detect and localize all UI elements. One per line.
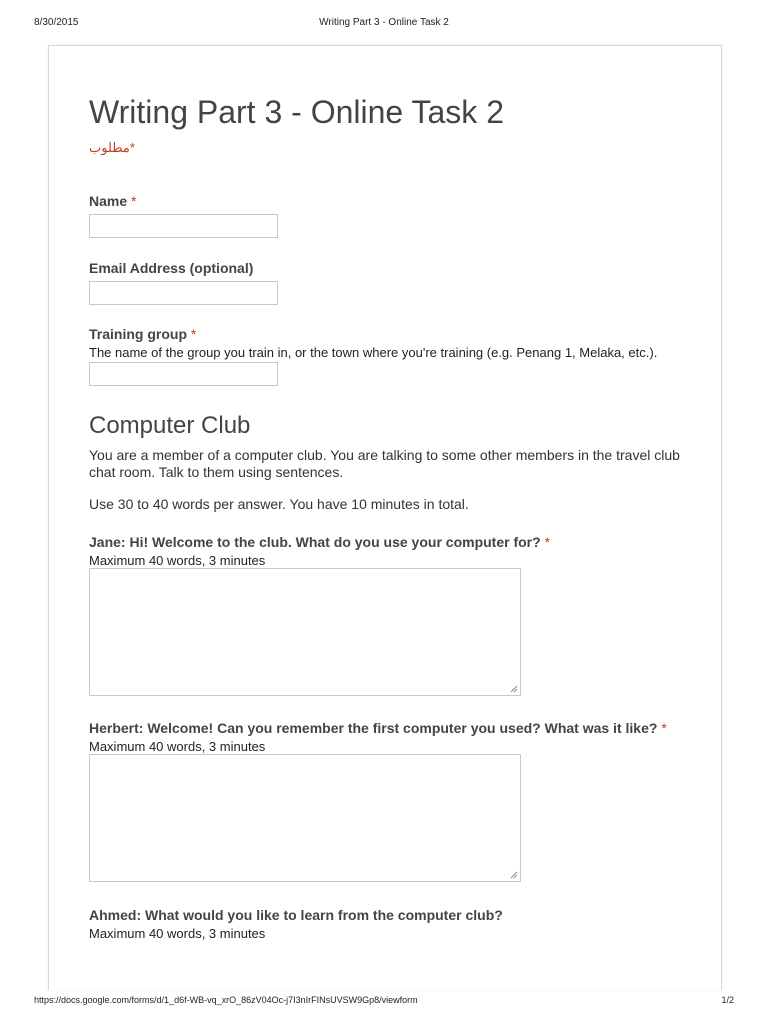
required-note: *مطلوب: [89, 140, 135, 155]
print-page-number: 1/2: [721, 995, 734, 1005]
print-date: 8/30/2015: [34, 17, 79, 28]
form-card: [48, 45, 722, 990]
resize-grip-icon[interactable]: [510, 871, 518, 879]
jane-answer-textarea[interactable]: [89, 568, 521, 696]
section-description: You are a member of a computer club. You are talking to some other members in the travel club chat room. Talk to them using sentences.: [89, 447, 680, 480]
email-input[interactable]: [89, 281, 278, 305]
name-required-star: *: [131, 193, 137, 209]
jane-question-label: [89, 534, 550, 550]
email-label-text: Email Address (optional): [89, 260, 254, 276]
ahmed-question-help: Maximum 40 words, 3 minutes: [89, 926, 266, 941]
name-input[interactable]: [89, 214, 278, 238]
print-footer: [0, 995, 768, 1009]
herbert-required-star: *: [661, 720, 667, 736]
training-group-label: [89, 326, 196, 342]
jane-required-star: *: [544, 534, 551, 550]
section-instructions: Use 30 to 40 words per answer. You have 10 minutes in total.: [89, 496, 469, 512]
email-label: [89, 260, 253, 276]
resize-grip-icon[interactable]: [510, 685, 518, 693]
ahmed-question-text: Ahmed: What would you like to learn from the computer club?: [89, 907, 503, 923]
jane-question-help: Maximum 40 words, 3 minutes: [89, 553, 266, 568]
jane-question-text: Jane: Hi! Welcome to the club. What do you use your computer for?: [89, 534, 541, 550]
section-title: Computer Club: [89, 412, 251, 439]
training-group-input[interactable]: [89, 362, 278, 386]
training-group-help: The name of the group you train in, or the town where you're training (e.g. Penang 1, Melaka, etc.).: [89, 345, 658, 360]
print-title: Writing Part 3 - Online Task 2: [319, 17, 449, 28]
name-label: [89, 193, 136, 209]
print-header: [0, 17, 768, 31]
ahmed-question-label: [89, 907, 503, 923]
form-title: Writing Part 3 - Online Task 2: [89, 94, 504, 130]
training-group-label-text: Training group: [89, 326, 187, 342]
herbert-question-text: Herbert: Welcome! Can you remember the first computer you used? What was it like?: [89, 720, 658, 736]
herbert-question-label: [89, 720, 667, 736]
print-url: https://docs.google.com/forms/d/1_d6f-WB-vq_xrO_86zV04Oc-j7I3nIrFINsUVSW9Gp8/viewform: [34, 995, 418, 1005]
training-group-required-star: *: [190, 326, 197, 342]
name-label-text: Name: [89, 193, 128, 209]
herbert-answer-textarea[interactable]: [89, 754, 521, 882]
herbert-question-help: Maximum 40 words, 3 minutes: [89, 739, 266, 754]
